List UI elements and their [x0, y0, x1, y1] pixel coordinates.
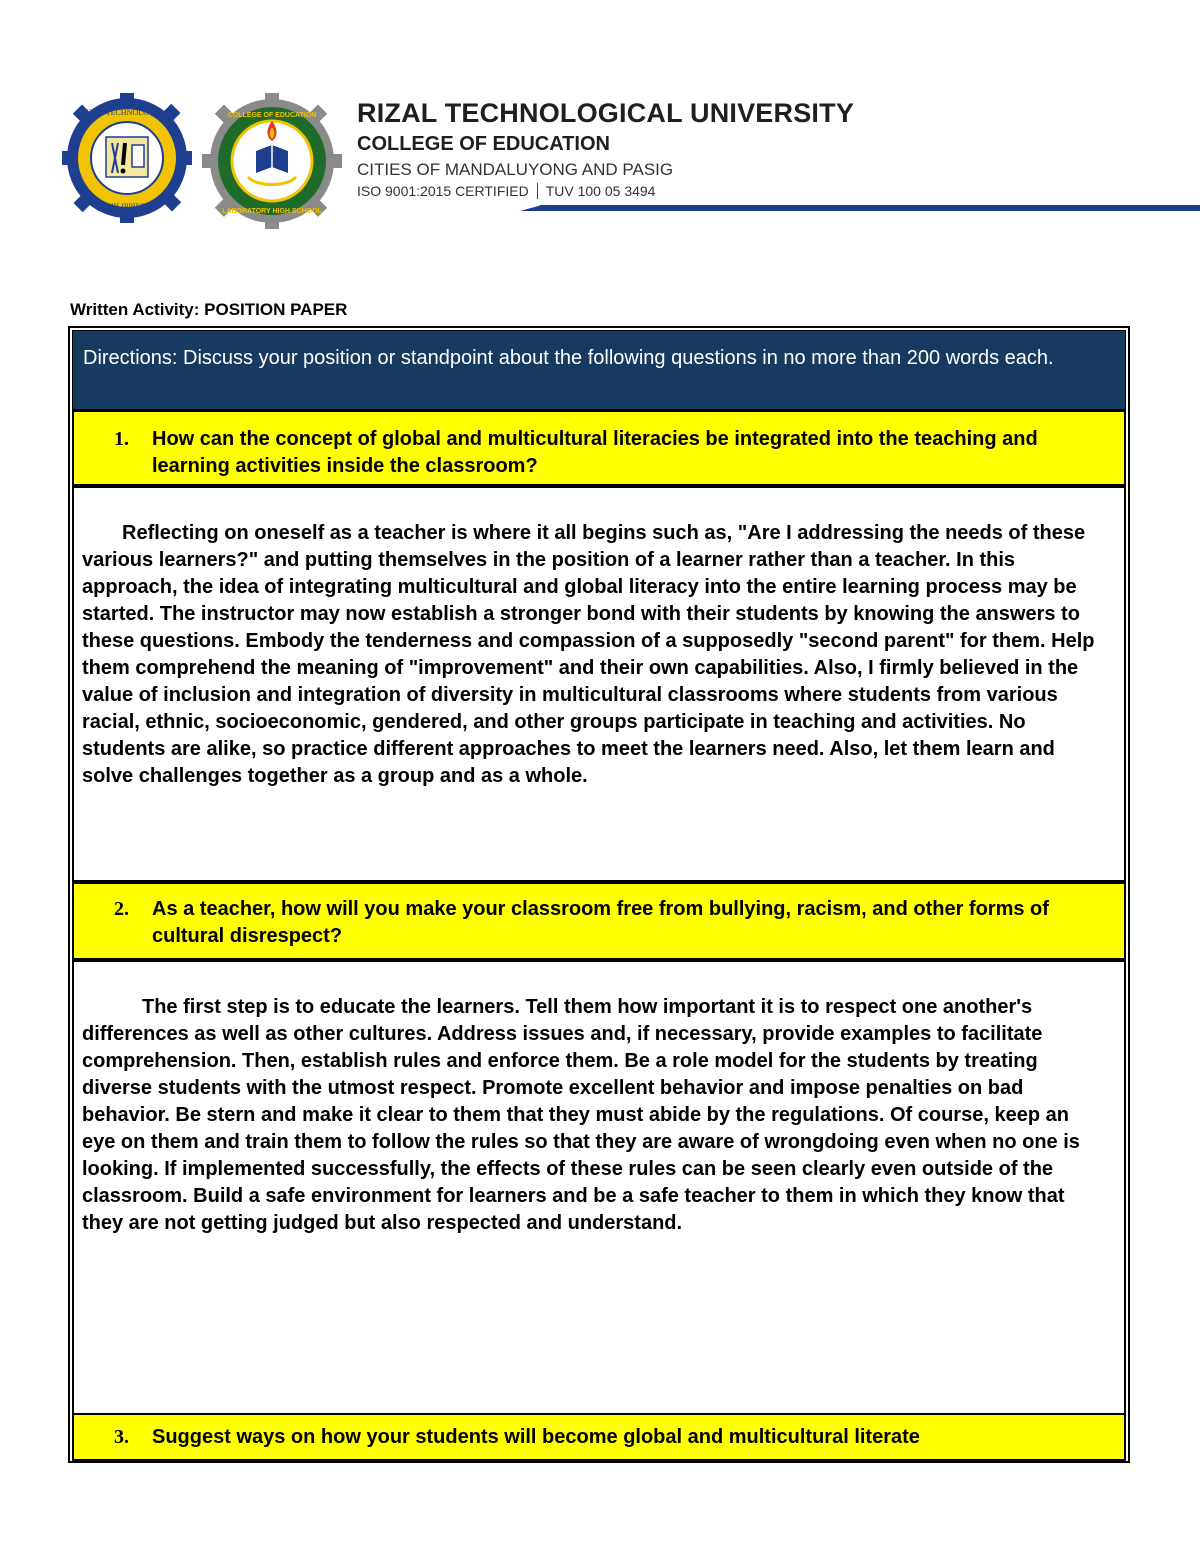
directions-box [72, 330, 1126, 410]
question-3-row [72, 1413, 1126, 1461]
question-2-number: 2. [114, 898, 129, 920]
tuv-number: TUV 100 05 3494 [545, 183, 656, 199]
answer-2-box[interactable] [72, 960, 1126, 1415]
question-1-row [72, 410, 1126, 486]
question-2-row [72, 882, 1126, 960]
position-paper-sheet [68, 326, 1130, 1463]
university-name: RIZAL TECHNOLOGICAL UNIVERSITY [357, 98, 855, 128]
question-1-text: How can the concept of global and multicultural literacies be integrated into the teaching and learning activities inside the classroom? [152, 428, 1038, 477]
college-of-education-seal-logo [202, 93, 342, 229]
directions-text: Directions: Discuss your position or standpoint about the following questions in no more than 200 words each. [83, 347, 1054, 369]
activity-type: POSITION PAPER [204, 300, 348, 319]
svg-text:LABORATORY HIGH SCHOOL: LABORATORY HIGH SCHOOL [222, 208, 322, 215]
answer-2-text: The first step is to educate the learners. Tell them how important it is to respect one another's differences as well as other cultures. Address issues and, if necessary, provide examples to facilitate comprehension. Then, establish rules and enforce them. Be a role model for the students by treating diverse students with the utmost respect. Promote excellent behavior and impose penalties on bad behavior. Be stern and make it clear to them that they must abide by the regulations. Of course, keep an eye on them and train them to follow the rules so that they are aware of wrongdoing even when no one is looking. If implemented successfully, the effects of these rules can be seen clearly even outside of the classroom. Build a safe environment for learners and be a safe teacher to them in which they know that they are not getting judged but also respected and understand. [82, 996, 1080, 1234]
header-rule-tip [520, 205, 542, 211]
campus-cities: CITIES OF MANDALUYONG AND PASIG [357, 160, 674, 179]
activity-title [70, 300, 347, 320]
svg-text:COLLEGE OF EDUCATION: COLLEGE OF EDUCATION [227, 112, 317, 119]
certification-divider [537, 183, 538, 199]
question-1-number: 1. [114, 428, 129, 450]
rtu-seal-logo [62, 93, 192, 223]
college-name: COLLEGE OF EDUCATION [357, 133, 610, 155]
question-2-text: As a teacher, how will you make your classroom free from bullying, racism, and other forms of cultural disrespect? [152, 898, 1049, 947]
iso-certification: ISO 9001:2015 CERTIFIED [357, 183, 529, 199]
activity-label: Written Activity: [70, 300, 200, 319]
svg-text:RIZAL TECHNOLOGICAL: RIZAL TECHNOLOGICAL [80, 108, 174, 117]
certification-line [357, 181, 854, 201]
answer-1-box[interactable] [72, 486, 1126, 882]
institution-header [357, 96, 854, 201]
answer-1-text: Reflecting on oneself as a teacher is where it all begins such as, "Are I addressing the needs of these various learners?" and putting themselves in the position of a learner rather than a teacher. In this approach, the idea of integrating multicultural and global literacy into the entire learning process may be started. The instructor may now establish a stronger bond with their students by knowing the answers to these questions. Embody the tenderness and compassion of a supposedly "second parent" for them. Help them comprehend the meaning of "improvement" and their own capabilities. Also, I firmly believed in the value of inclusion and integration of diversity in multicultural classrooms where students from various racial, ethnic, socioeconomic, gendered, and other groups participate in teaching and activities. No students are alike, so practice different approaches to meet the learners need. Also, let them learn and solve challenges together as a group and as a whole. [82, 522, 1095, 787]
question-3-number: 3. [114, 1426, 129, 1448]
header-rule [540, 205, 1200, 211]
svg-text:PHILIPPINES: PHILIPPINES [103, 202, 151, 211]
question-3-text: Suggest ways on how your students will become global and multicultural literate [152, 1426, 920, 1448]
